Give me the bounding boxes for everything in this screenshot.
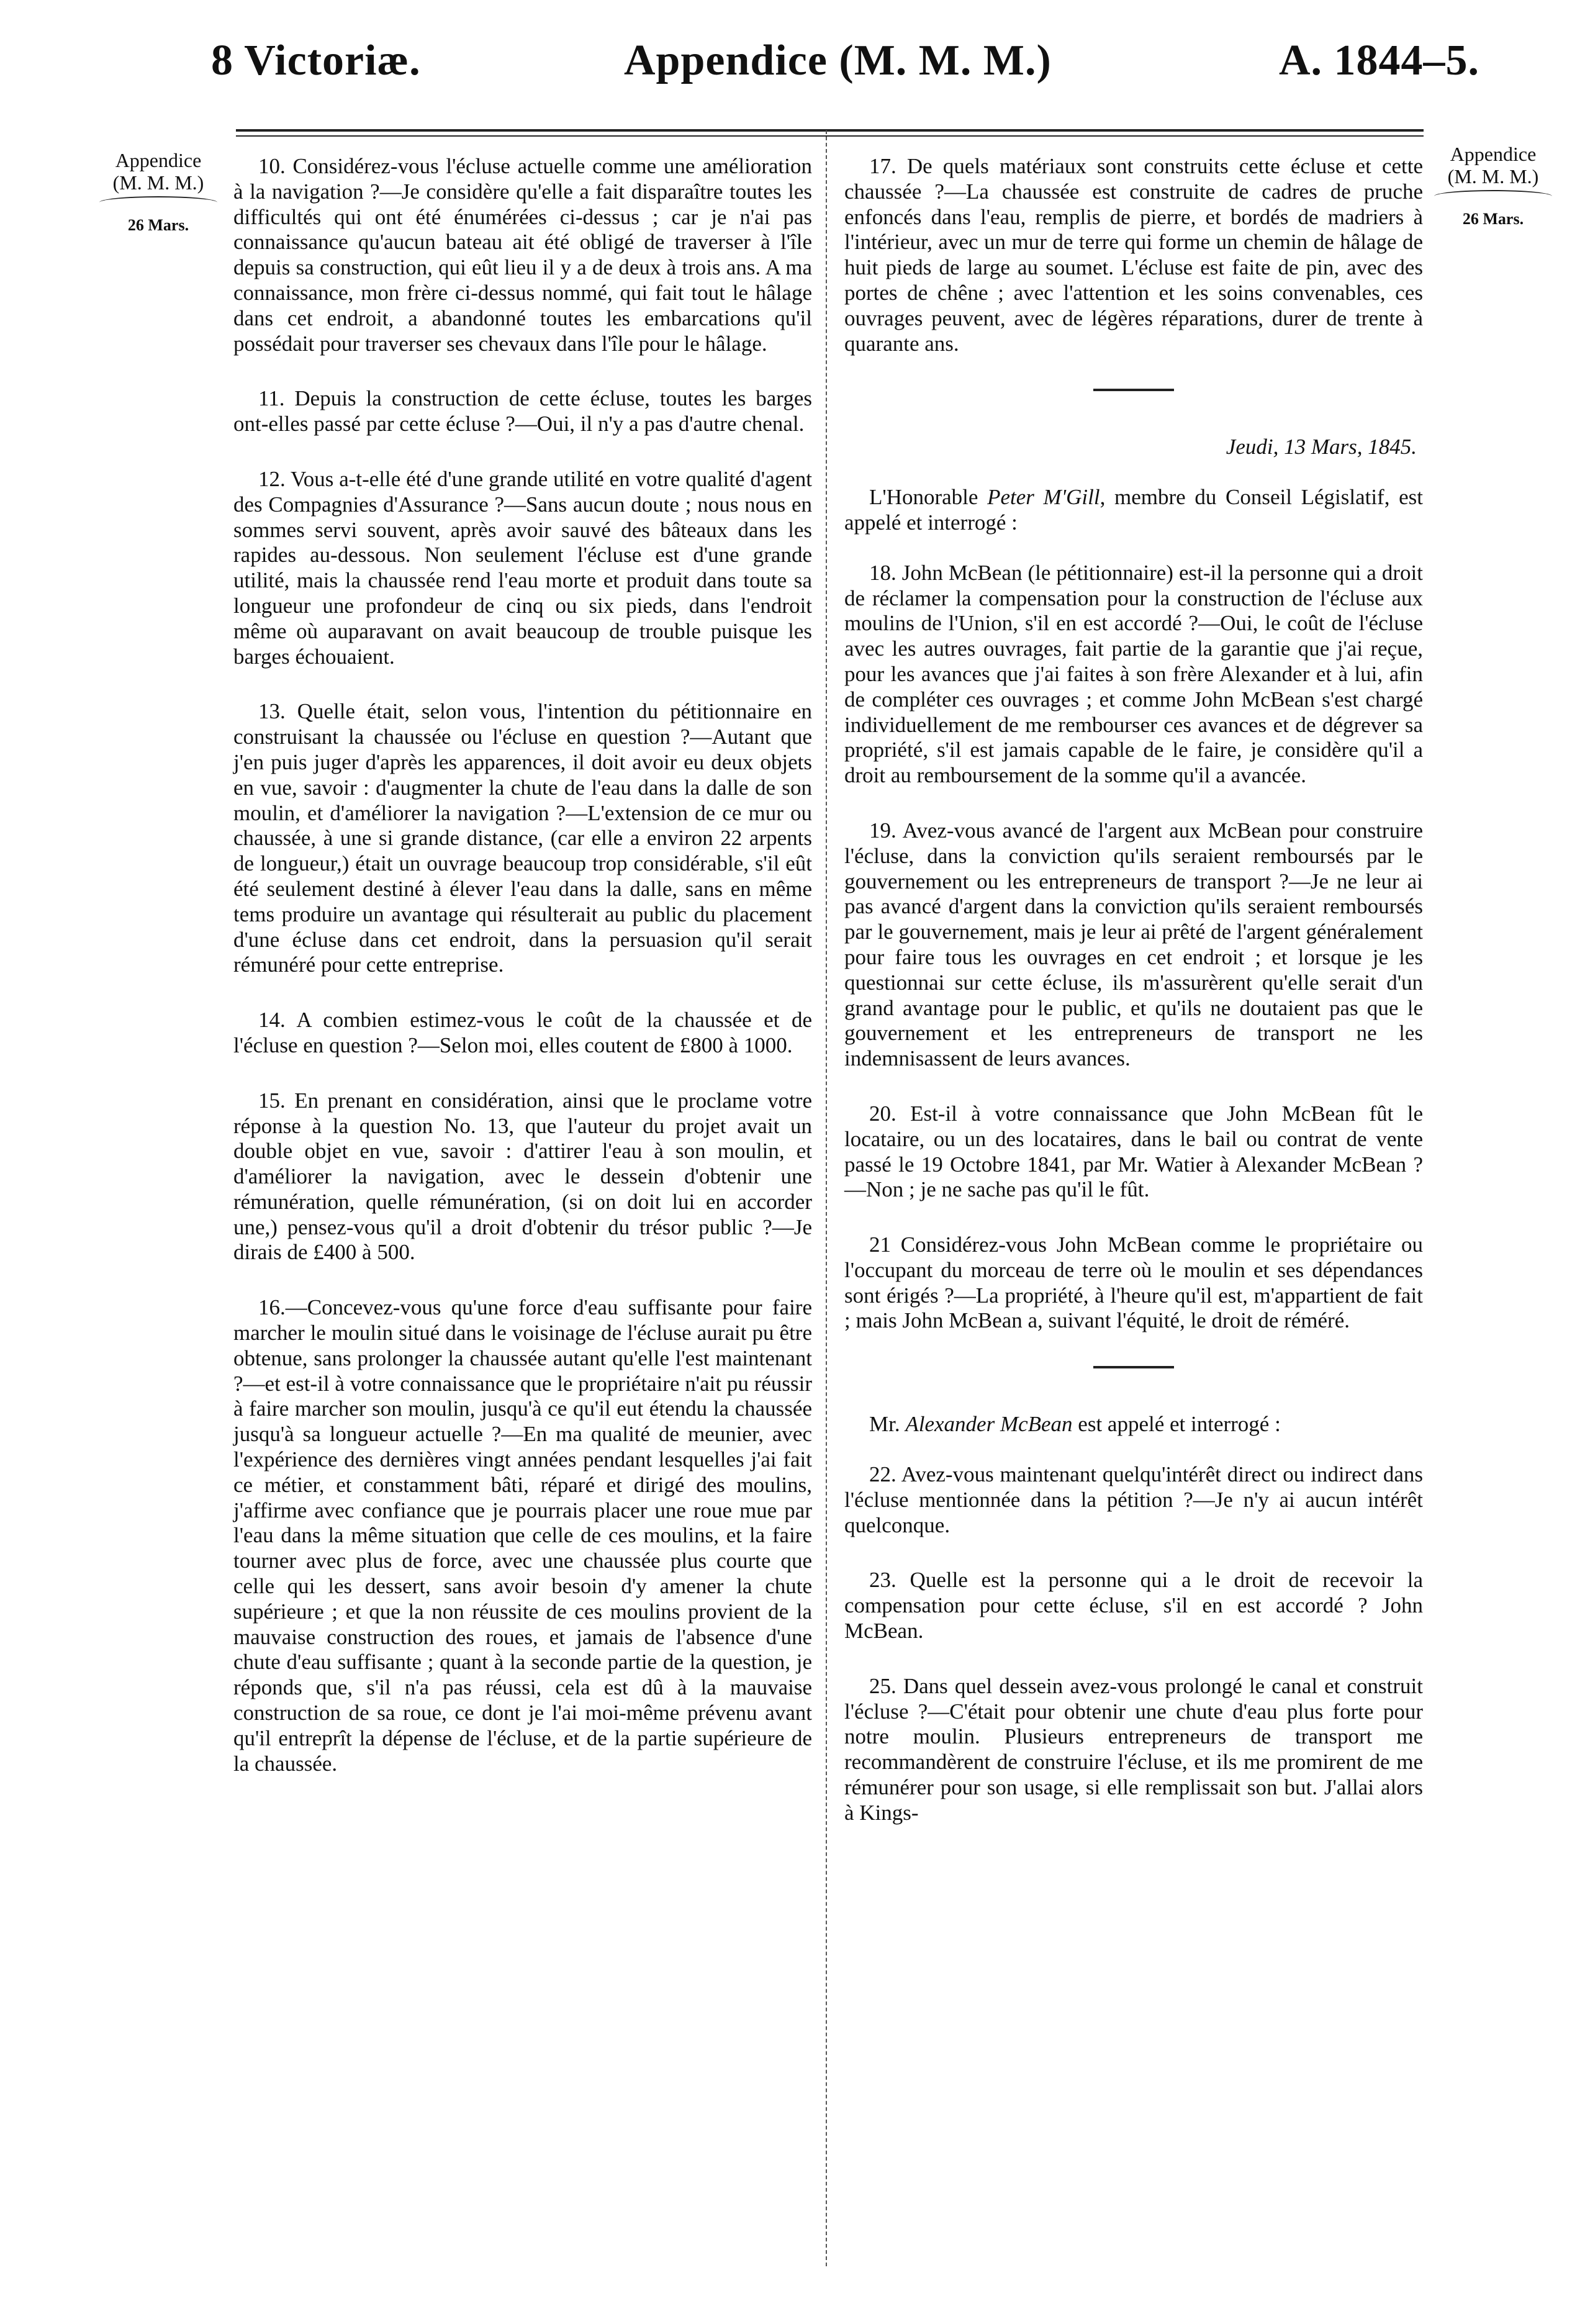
margin-ref: (M. M. M.) xyxy=(112,171,204,194)
question-18: 18. John McBean (le pétitionnaire) est-il la personne qui a droit de réclamer la compensation pour la construction de l'écluse aux moulins de l'Union, s'il en est accordé ?—Oui, le coût de l'écluse avec les autres ouvrages, fait partie de la garantie que j'ai reçue, pour les avances que j'ai faites à son frère Alexander et à lui, afin de compléter ces ouvrages ; et comme John McBean s'est chargé individuellement de me rembourser ces avances et de dégrever sa propriété, s'il est jamais capable de le faire, je considère qu'il a droit au remboursement de la somme qu'il a avancée. xyxy=(844,560,1423,788)
question-13: 13. Quelle était, selon vous, l'intention du pétitionnaire en construisant la chaussée ou l'écluse en question ?—Autant que j'en puis juger d'après les apparences, il doit avoir eu deux objets en vue, savoir : d'augmenter la chute de l'eau dans la dalle de son moulin, et d'améliorer la navigation ?—L'extension de ce mur ou chaussée, à une si grande distance, (car elle a environ 22 arpents de longueur,) était un ouvrage beaucoup trop considérable, s'il eût été seulement destiné à élever l'eau dans la dalle, sans en même tems produire un avantage qui résulterait au public du placement d'une écluse dans cet endroit, dans la persuasion qu'il serait rémunéré pour cette entreprise. xyxy=(233,699,812,977)
question-22: 22. Avez-vous maintenant quelqu'intérêt direct ou indirect dans l'écluse mentionnée dans la pétition ?—Je n'y ai aucun intérêt quelconque. xyxy=(844,1462,1423,1537)
header-rule-thick xyxy=(236,129,1424,132)
margin-brace xyxy=(1434,190,1552,202)
question-19: 19. Avez-vous avancé de l'argent aux McBean pour construire l'écluse, dans la conviction qu'ils seraient remboursés par le gouvernement ou les entrepreneurs de transport ?—Je ne leur ai pas avancé d'argent dans la conviction qu'ils seraient remboursés par le gouvernement, mais je leur ai prêté de l'argent généralement pour faire tous les ouvrages en cet endroit ; et lorsque je les questionnai sur cette écluse, ils m'assurèrent qu'elle serait d'un grand avantage pour le public, et qu'ils ne doutaient pas que le gouvernement et les entrepreneurs de transport ne les indemnisassent de leurs avances. xyxy=(844,818,1423,1071)
question-14: 14. A combien estimez-vous le coût de la chaussée et de l'écluse en question ?—Selon moi, elles coutent de £800 à 1000. xyxy=(233,1008,812,1057)
intro-suffix: , membre du Conseil Législatif, est appelé et interrogé : xyxy=(844,485,1423,535)
margin-label: Appendice xyxy=(1450,143,1537,165)
left-column xyxy=(233,154,812,1806)
witness-intro-mcbean xyxy=(844,1412,1423,1437)
question-10: 10. Considérez-vous l'écluse actuelle comme une amélioration à la navigation ?—Je considère qu'elle a fait disparaître toutes les difficultés qui ont été énumérées ci-dessus ; car je n'ai pas connaissance qu'aucun bateau ait été obligé de traverser à l'île depuis sa construction, qui eût lieu il y a de deux à trois ans. A ma connaissance, mon frère ci-dessus nommé, qui fait tout le hâlage dans cet endroit, a abandonné toutes les embarcations qu'il possédait pour traverser ses chevaux dans l'île pour le hâlage. xyxy=(233,154,812,356)
question-21: 21 Considérez-vous John McBean comme le propriétaire ou l'occupant du morceau de terre où le moulin et ses dépendances sont érigés ?—La propriété, à l'heure qu'il est, m'appartient de fait ; mais John McBean a, suivant l'équité, le droit de réméré. xyxy=(844,1232,1423,1333)
margin-date: 26 Mars. xyxy=(127,216,189,234)
question-23: 23. Quelle est la personne qui a le droit de recevoir la compensation pour cette écluse, s'il en est accordé ? John McBean. xyxy=(844,1568,1423,1644)
column-divider xyxy=(826,130,827,2266)
header-rule-thin xyxy=(236,135,1424,137)
witness-name: Peter M'Gill xyxy=(987,485,1100,510)
header-session: 8 Victoriæ. xyxy=(211,37,421,84)
header-appendix-title: Appendice (M. M. M.) xyxy=(624,37,1052,84)
question-11: 11. Depuis la construction de cette écluse, toutes les barges ont-elles passé par cette écluse ?—Oui, il n'y a pas d'autre chenal. xyxy=(233,386,812,436)
right-column xyxy=(844,154,1423,1856)
question-25: 25. Dans quel dessein avez-vous prolongé le canal et construit l'écluse ?—C'était pour obtenir une chute d'eau plus forte pour notre moulin. Plusieurs entrepreneurs de transport me recommandèrent de construire l'écluse, et ils me promirent de me rémunérer pour son usage, si elle remplissait son but. J'allai alors à Kings- xyxy=(844,1673,1423,1825)
margin-brace xyxy=(99,196,217,209)
session-date: Jeudi, 13 Mars, 1845. xyxy=(1226,435,1417,459)
page-header xyxy=(186,36,1479,104)
witness-intro-mcgill xyxy=(844,485,1423,536)
question-15: 15. En prenant en considération, ainsi que le proclame votre réponse à la question No. 13, que l'auteur du projet avait un double objet en vue, savoir : d'attirer l'eau à son moulin, et d'améliorer la navigation, avec le dessein d'obtenir une rémunération, quelle rémunération, (si on doit lui en accorder une,) pensez-vous qu'il a droit d'obtenir du trésor public ?—Je dirais de £400 à 500. xyxy=(233,1088,812,1265)
right-margin-note xyxy=(1422,143,1565,230)
section-separator xyxy=(1093,389,1174,391)
section-separator xyxy=(1093,1366,1174,1368)
left-margin-note xyxy=(87,149,230,237)
header-year: A. 1844–5. xyxy=(1278,37,1479,84)
margin-label: Appendice xyxy=(115,149,202,171)
question-16: 16.—Concevez-vous qu'une force d'eau suffisante pour faire marcher le moulin situé dans le voisinage de l'écluse aurait pu être obtenue, sans prolonger la chaussée autant qu'elle l'est maintenant ?—et est-il à votre connaissance que le propriétaire n'ait pu réussir à faire marcher son moulin, jusqu'à ce qu'il eut étendu la chaussée jusqu'à sa longueur actuelle ?—En ma qualité de meunier, avec l'expérience des dernières vingt années pendant lesquelles j'ai fait ce métier, et constamment bâti, réparé et dirigé des moulins, j'affirme avec confiance que je pourrais placer une roue mue par l'eau dans la même situation que celle de ces moulins, et la faire tourner avec plus de force, avec une chaussée plus courte que celle qui les dessert, sans avoir besoin d'y amener la chute supérieure ; et que la non réussite de ces moulins provient de la mauvaise construction des roues, et jamais de l'absence d'une chute d'eau suffisante ; quant à la seconde partie de la question, je réponds que, s'il n'a pas réussi, cela est dû à la mauvaise construction de sa roue, ce dont je l'ai moi-même prévenu avant qu'il entreprît la dépense de l'écluse, et de la partie supérieure de la chaussée. xyxy=(233,1295,812,1776)
margin-ref: (M. M. M.) xyxy=(1447,165,1539,188)
question-17: 17. De quels matériaux sont construits cette écluse et cette chaussée ?—La chaussée est construite de cadres de pruche enfoncés dans l'eau, remplis de pierre, et bordés de madriers à l'intérieur, avec un mur de terre qui forme un chemin de hâlage de huit pieds de large au soumet. L'écluse est faite de pin, avec des portes de chêne ; avec l'attention et les soins convenables, ces ouvrages peuvent, avec de légères réparations, durer de trente à quarante ans. xyxy=(844,154,1423,356)
question-12: 12. Vous a-t-elle été d'une grande utilité en votre qualité d'agent des Compagnies d'Assurance ?—Sans aucun doute ; nous nous en sommes servi souvent, après avoir sauvé des bâteaux dans les rapides au-dessous. Non seulement l'écluse est d'une grande utilité, mais la chaussée rend l'eau morte et produit dans toute sa longueur une profondeur de cinq ou six pieds, dans l'endroit même où auparavant on avait beaucoup de trouble puisque les barges échouaient. xyxy=(233,466,812,669)
intro-prefix: L'Honorable xyxy=(869,485,988,510)
intro-prefix: Mr. xyxy=(869,1412,906,1437)
margin-date: 26 Mars. xyxy=(1462,210,1524,228)
question-20: 20. Est-il à votre connaissance que John McBean fût le locataire, ou un des locataires, dans le bail ou contrat de vente passé le 19 Octobre 1841, par Mr. Watier à Alexander McBean ?—Non ; je ne sache pas qu'il le fût. xyxy=(844,1101,1423,1202)
intro-suffix: est appelé et interrogé : xyxy=(1072,1412,1281,1437)
witness-name: Alexander McBean xyxy=(905,1412,1073,1437)
